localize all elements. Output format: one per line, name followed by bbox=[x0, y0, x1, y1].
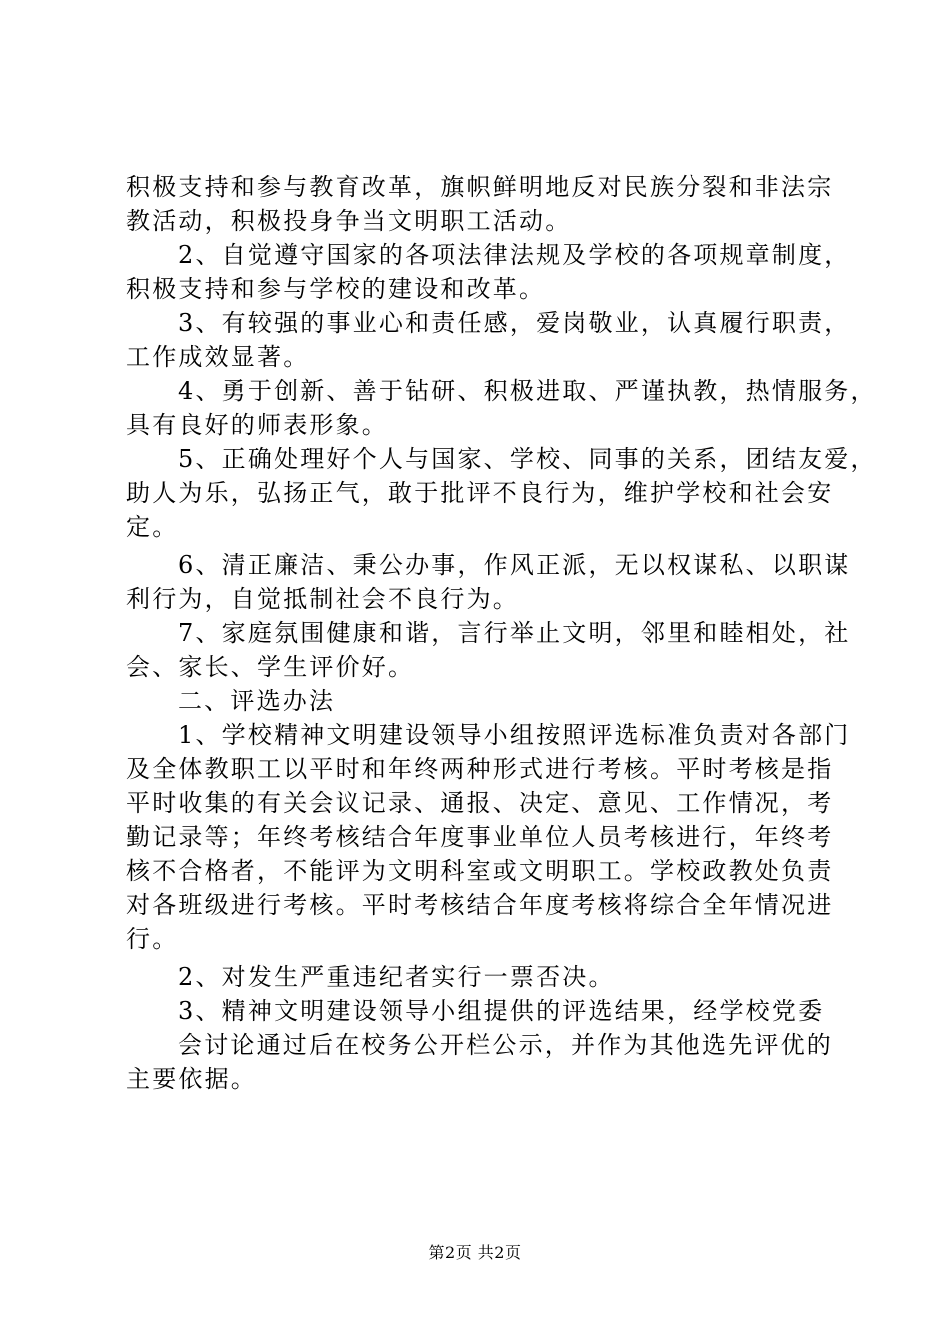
text-line: 主要依据。 bbox=[126, 1065, 257, 1093]
text-line: 会讨论通过后在校务公开栏公示，并作为其他选先评优的 bbox=[178, 1031, 833, 1059]
text-line: 3、精神文明建设领导小组提供的评选结果，经学校党委 bbox=[178, 997, 825, 1025]
text-line: 平时收集的有关会议记录、通报、决定、意见、工作情况，考 bbox=[126, 789, 834, 817]
text-line: 勤记录等；年终考核结合年度事业单位人员考核进行，年终考 bbox=[126, 823, 834, 851]
text-line: 3、有较强的事业心和责任感，爱岗敬业，认真履行职责， bbox=[178, 309, 851, 337]
text-line: 2、对发生严重违纪者实行一票否决。 bbox=[178, 963, 615, 991]
text-line: 5、正确处理好个人与国家、学校、同事的关系，团结友爱， bbox=[178, 445, 877, 473]
text-line: 核不合格者，不能评为文明科室或文明职工。学校政教处负责 bbox=[126, 857, 834, 885]
text-line: 1、学校精神文明建设领导小组按照评选标准负责对各部门 bbox=[178, 721, 851, 749]
text-line: 4、勇于创新、善于钻研、积极进取、严谨执教，热情服务， bbox=[178, 377, 877, 405]
text-line: 对各班级进行考核。平时考核结合年度考核将综合全年情况进 bbox=[126, 891, 834, 919]
text-line: 利行为，自觉抵制社会不良行为。 bbox=[126, 585, 519, 613]
text-line: 积极支持和参与教育改革，旗帜鲜明地反对民族分裂和非法宗 bbox=[126, 173, 834, 201]
text-line: 6、清正廉洁、秉公办事，作风正派，无以权谋私、以职谋 bbox=[178, 551, 851, 579]
section-heading: 二、评选办法 bbox=[178, 687, 336, 715]
text-line: 定。 bbox=[126, 513, 179, 541]
text-line: 工作成效显著。 bbox=[126, 343, 310, 371]
text-line: 教活动，积极投身争当文明职工活动。 bbox=[126, 207, 572, 235]
page-number-footer: 第2页 共2页 bbox=[428, 1243, 522, 1262]
text-line: 及全体教职工以平时和年终两种形式进行考核。平时考核是指 bbox=[126, 755, 834, 783]
text-line: 会、家长、学生评价好。 bbox=[126, 653, 415, 681]
text-line: 2、自觉遵守国家的各项法律法规及学校的各项规章制度， bbox=[178, 241, 851, 269]
text-line: 助人为乐，弘扬正气，敢于批评不良行为，维护学校和社会安 bbox=[126, 479, 834, 507]
text-line: 行。 bbox=[126, 925, 179, 953]
text-line: 具有良好的师表形象。 bbox=[126, 411, 388, 439]
text-line: 7、家庭氛围健康和谐，言行举止文明，邻里和睦相处，社 bbox=[178, 619, 851, 647]
text-line: 积极支持和参与学校的建设和改革。 bbox=[126, 275, 546, 303]
